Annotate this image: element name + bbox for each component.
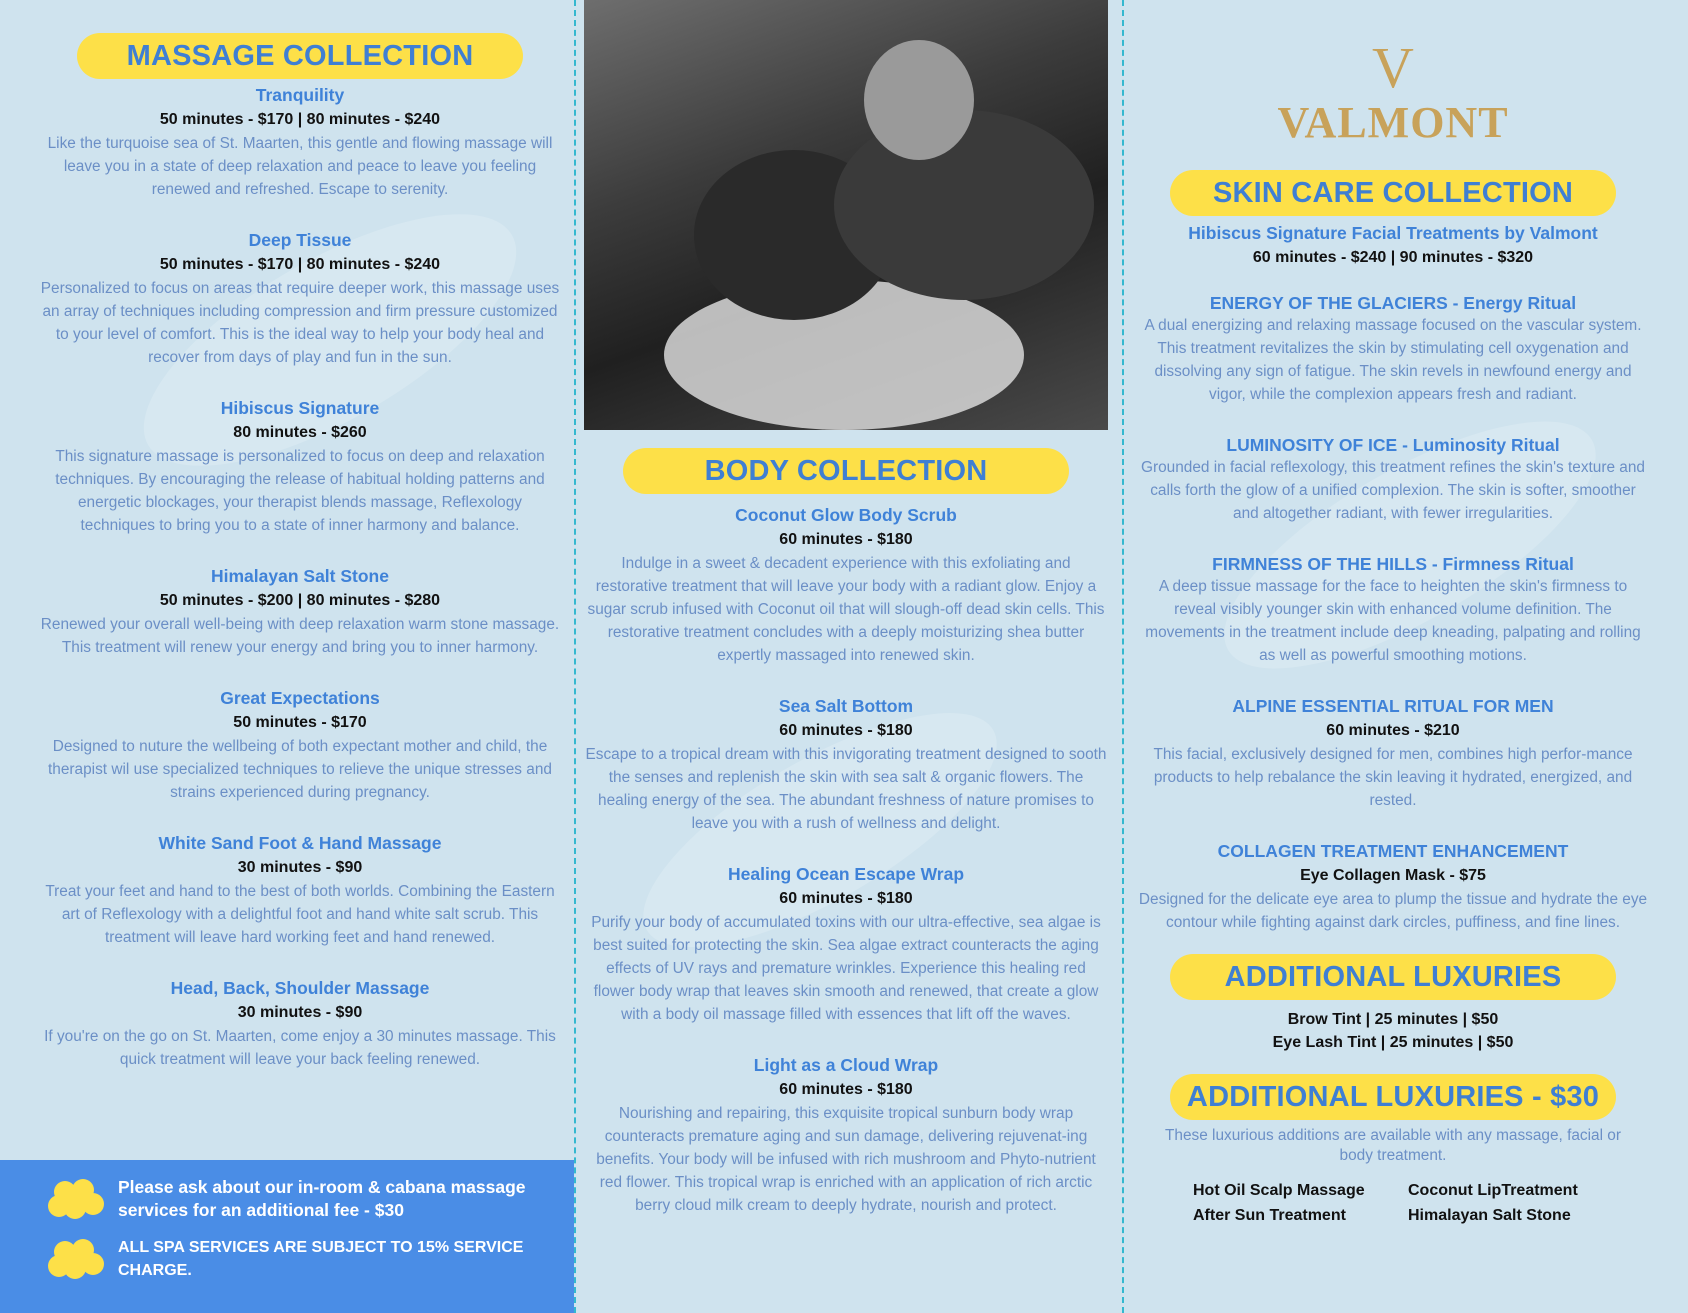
service-item — [1138, 434, 1648, 525]
service-item — [1138, 840, 1648, 934]
service-description: Nourishing and repairing, this exquisite tropical sunburn body wrap counteracts premature aging and sun damage, delivering rejuvenat-ing benefits. Your body will be infused with rich mushroom and Phyto-nutrient red flower. This tropical wrap is enriched with an application of rich arctic berry cloud milk cream to deeply hydrate, nourish and protect. — [596, 1105, 1096, 1214]
service-item — [1138, 553, 1648, 667]
service-title: ALPINE ESSENTIAL RITUAL FOR MEN — [1232, 696, 1554, 716]
service-description: Grounded in facial reflexology, this treatment refines the skin's texture and calls forth the glow of a unified complexion. The skin is softer, smoother and altogether radiant, with fewer irregularities. — [1141, 459, 1645, 522]
additional-luxuries-heading: ADDITIONAL LUXURIES — [1170, 954, 1616, 1000]
fold-divider-right — [1122, 0, 1124, 1313]
service-description: A deep tissue massage for the face to heighten the skin's firmness to reveal visibly younger skin with enhanced volume definition. The movements in the treatment include deep kneading, palpating and rolling as well as powerful smoothing motions. — [1145, 578, 1641, 664]
service-title: Himalayan Salt Stone — [211, 566, 389, 586]
service-item — [40, 565, 560, 659]
massage-collection-column — [40, 0, 560, 1091]
massage-service-list — [40, 84, 560, 1071]
service-item — [40, 832, 560, 949]
service-title: Hibiscus Signature — [220, 398, 380, 418]
service-description: Treat your feet and hand to the best of both worlds. Combining the Eastern art of Reflexology with a delightful foot and hand white salt scrub. This treatment will leave hard working feet and hand renewed. — [45, 883, 555, 946]
service-title: Healing Ocean Escape Wrap — [727, 864, 965, 884]
service-item — [40, 229, 560, 369]
service-item — [40, 977, 560, 1071]
fold-divider-left — [574, 0, 576, 1313]
service-item — [585, 504, 1107, 667]
service-description: Designed to nuture the wellbeing of both expectant mother and child, the therapist wil use specialized techniques to relieve the unique stresses and strains experienced during pregnancy. — [48, 738, 552, 801]
service-title: Head, Back, Shoulder Massage — [170, 978, 430, 998]
massage-collection-heading: MASSAGE COLLECTION — [77, 33, 523, 79]
skin-care-collection-heading: SKIN CARE COLLECTION — [1170, 170, 1616, 216]
service-description: Purify your body of accumulated toxins with our ultra-effective, sea algae is best suited for protecting the skin. Sea algae extract counteracts the aging effects of UV rays and premature wrinkles. Experience this healing red flower body wrap that leaves skin smooth and renewed, that create a glow with a body oil massage filled with essences that lift off the waves. — [591, 914, 1101, 1023]
service-price: 80 minutes - $260 — [233, 424, 367, 441]
service-item — [40, 84, 560, 201]
service-item — [585, 695, 1107, 835]
service-price: 60 minutes - $180 — [779, 531, 913, 548]
service-description: If you're on the go on St. Maarten, come enjoy a 30 minutes massage. This quick treatment will leave your back feeling renewed. — [44, 1028, 556, 1068]
photo-client-back — [834, 110, 1094, 300]
luxury-item: Brow Tint | 25 minutes | $50 — [1287, 1011, 1499, 1028]
service-title: Light as a Cloud Wrap — [753, 1055, 939, 1075]
service-title: LUMINOSITY OF ICE - Luminosity Ritual — [1226, 435, 1560, 455]
service-item — [585, 1054, 1107, 1217]
service-title: Coconut Glow Body Scrub — [735, 505, 957, 525]
service-description: Like the turquoise sea of St. Maarten, this gentle and flowing massage will leave you in a state of deep relaxation and peace to leave you feeling renewed and refreshed. Escape to serenity. — [47, 135, 553, 198]
body-collection-heading: BODY COLLECTION — [623, 448, 1069, 494]
service-charge-notice-text: ALL SPA SERVICES ARE SUBJECT TO 15% SERVICE CHARGE. — [118, 1239, 524, 1279]
in-room-notice-text: Please ask about our in-room & cabana massage services for an additional fee - $30 — [118, 1177, 526, 1220]
service-title: Hibiscus Signature Facial Treatments by Valmont — [1188, 223, 1598, 243]
massage-photo — [584, 0, 1108, 430]
valmont-wordmark: VALMONT — [1277, 98, 1509, 147]
service-description: Designed for the delicate eye area to plump the tissue and hydrate the eye contour while fighting against dark circles, puffiness, and fine lines. — [1138, 891, 1648, 931]
hibiscus-flower-icon — [48, 1179, 104, 1219]
service-price: 60 minutes - $240 | 90 minutes - $320 — [1252, 249, 1534, 266]
service-title: Tranquility — [255, 85, 345, 105]
service-price: 50 minutes - $170 | 80 minutes - $240 — [159, 111, 441, 128]
service-item — [1138, 292, 1648, 406]
service-title: Deep Tissue — [248, 230, 352, 250]
service-description: Escape to a tropical dream with this invigorating treatment designed to sooth the senses and replenish the skin with sea salt & organic flowers. The healing energy of the sea. The abundant freshness of nature promises to leave you with a rush of wellness and delight. — [585, 746, 1107, 832]
hibiscus-flower-icon — [48, 1239, 104, 1279]
additional-luxuries-list — [1138, 1008, 1648, 1054]
service-description: This facial, exclusively designed for men, combines high perfor-mance products to help rebalance the skin leaving it hydrated, energized, and rested. — [1153, 746, 1633, 809]
body-service-list — [585, 504, 1107, 1217]
addon-item: Himalayan Salt Stone — [1408, 1207, 1571, 1224]
service-price: 30 minutes - $90 — [237, 859, 363, 876]
service-title: White Sand Foot & Hand Massage — [158, 833, 442, 853]
service-title: COLLAGEN TREATMENT ENHANCEMENT — [1217, 841, 1569, 861]
service-item — [40, 397, 560, 537]
skin-care-column — [1138, 0, 1648, 1228]
addon-list — [1193, 1178, 1593, 1228]
service-item — [1138, 222, 1648, 268]
service-description: Personalized to focus on areas that require deeper work, this massage uses an array of techniques including compression and firm pressure customized to your level of comfort. This is the ideal way to help your body heal and recover from days of play and fun in the sun. — [40, 280, 560, 366]
service-price: 50 minutes - $200 | 80 minutes - $280 — [159, 592, 441, 609]
valmont-logo — [1138, 35, 1648, 148]
additional-luxuries-30-description: These luxurious additions are available with any massage, facial or body treatment. — [1165, 1127, 1621, 1164]
additional-luxuries-30-heading: ADDITIONAL LUXURIES - $30 — [1170, 1074, 1616, 1120]
service-price: 50 minutes - $170 | 80 minutes - $240 — [159, 256, 441, 273]
service-price: 60 minutes - $180 — [779, 890, 913, 907]
luxury-item: Eye Lash Tint | 25 minutes | $50 — [1272, 1034, 1514, 1051]
service-item — [585, 863, 1107, 1026]
service-description: Renewed your overall well-being with deep relaxation warm stone massage. This treatment will renew your energy and bring you to inner harmony. — [40, 616, 560, 656]
photo-therapist-hands — [864, 40, 974, 160]
service-title: FIRMNESS OF THE HILLS - Firmness Ritual — [1212, 554, 1574, 574]
addon-item: Coconut LipTreatment — [1408, 1182, 1578, 1199]
service-price: 60 minutes - $180 — [779, 1081, 913, 1098]
service-description: A dual energizing and relaxing massage focused on the vascular system. This treatment revitalizes the skin by stimulating cell oxygenation and dissolving any sign of fatigue. The skin revels in newfound energy and vigor, while the complexion appears fresh and radiant. — [1144, 317, 1642, 403]
service-title: Great Expectations — [220, 688, 380, 708]
service-item — [1138, 695, 1648, 812]
service-item — [40, 687, 560, 804]
body-collection-column — [585, 448, 1107, 1237]
service-price: 60 minutes - $210 — [1326, 722, 1460, 739]
skin-service-list — [1138, 222, 1648, 934]
in-room-notice — [48, 1176, 538, 1222]
service-price: 60 minutes - $180 — [779, 722, 913, 739]
service-charge-notice — [48, 1236, 588, 1282]
valmont-crown-v-icon: V — [1372, 35, 1414, 100]
service-price: 50 minutes - $170 — [233, 714, 367, 731]
service-title: Sea Salt Bottom — [778, 696, 914, 716]
service-description: This signature massage is personalized to focus on deep and relaxation techniques. By encouraging the release of habitual holding patterns and energetic blockages, your therapist blends massage, Reflexology techniques to bring you to a state of inner harmony and balance. — [55, 448, 545, 534]
service-price: Eye Collagen Mask - $75 — [1300, 867, 1486, 884]
service-title: ENERGY OF THE GLACIERS - Energy Ritual — [1209, 293, 1577, 313]
addon-item: Hot Oil Scalp Massage — [1193, 1182, 1365, 1199]
notice-box — [0, 1160, 574, 1313]
service-price: 30 minutes - $90 — [237, 1004, 363, 1021]
addon-item: After Sun Treatment — [1193, 1207, 1346, 1224]
service-description: Indulge in a sweet & decadent experience with this exfoliating and restorative treatment that will leave your body with a radiant glow. Enjoy a sugar scrub infused with Coconut oil that will slough-off dead skin cells. This restorative treatment concludes with a deeply moisturizing shea butter expertly massaged into renewed skin. — [587, 555, 1105, 664]
